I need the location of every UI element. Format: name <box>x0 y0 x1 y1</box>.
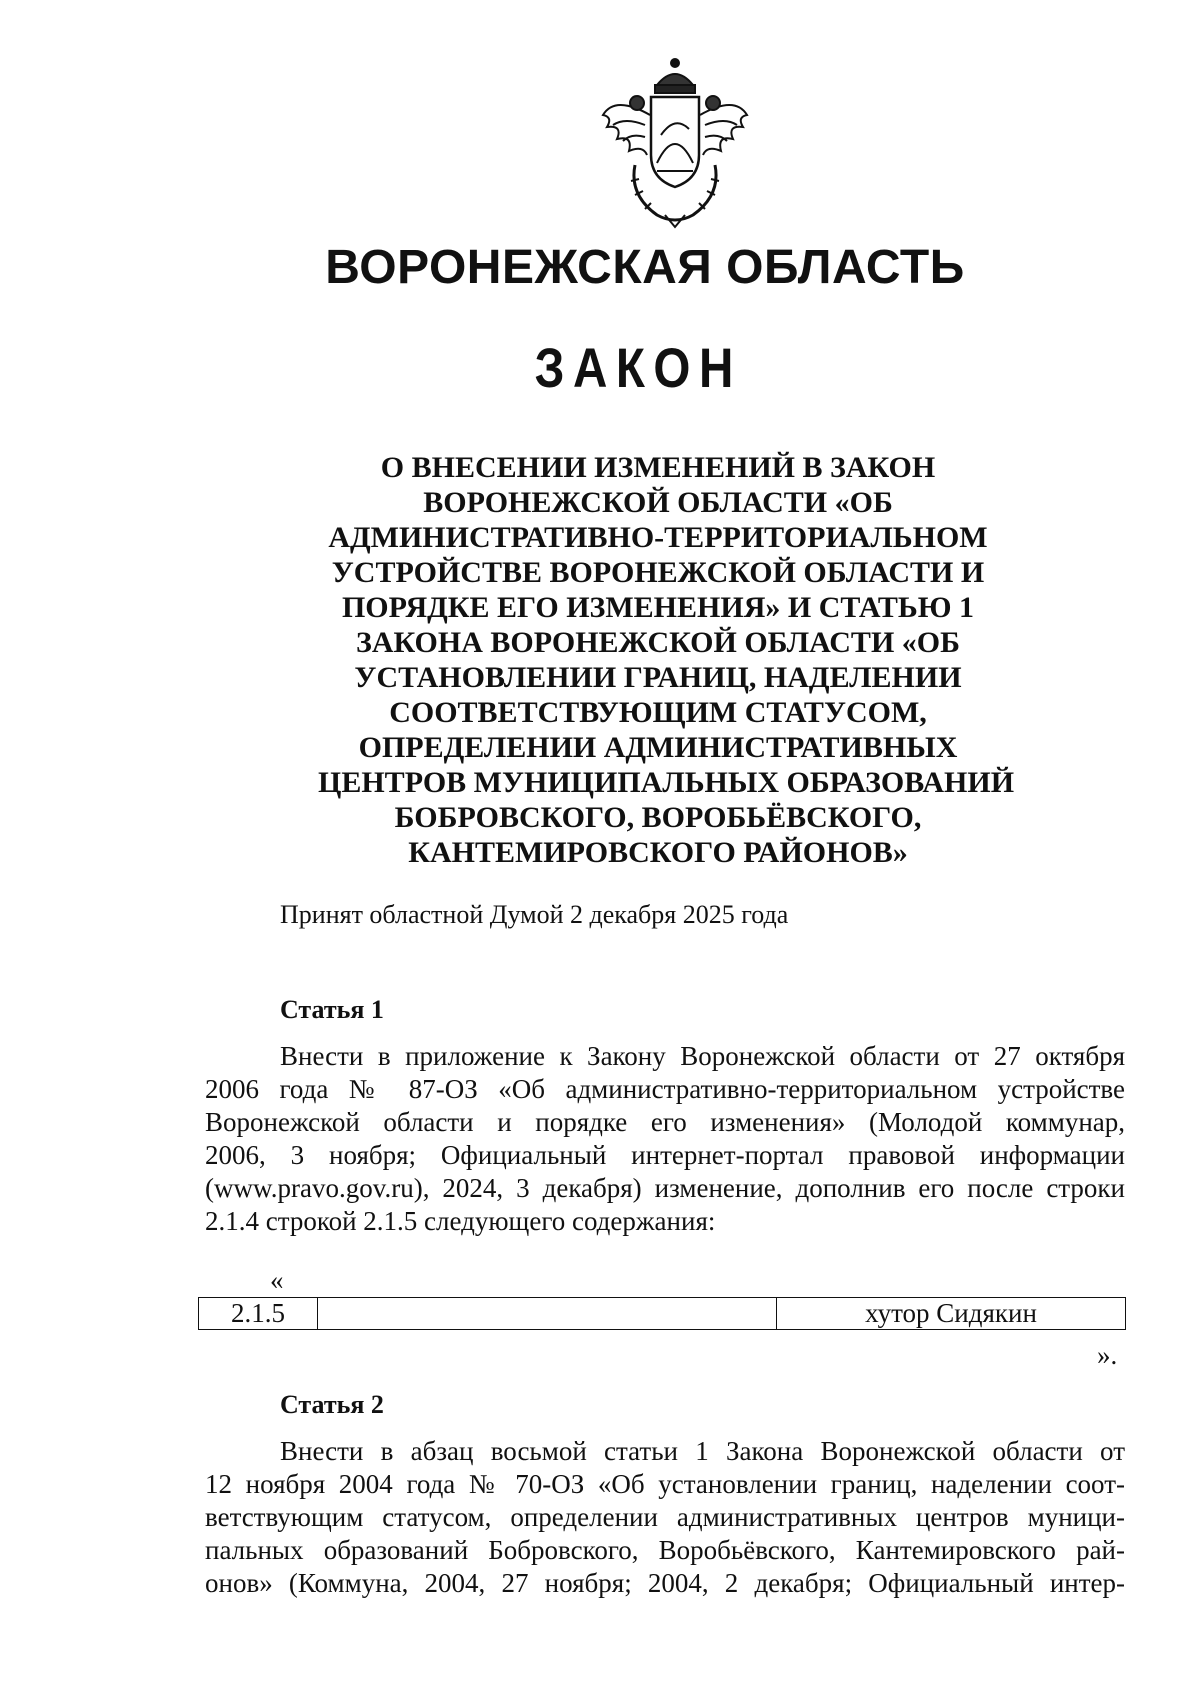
law-title-line: СООТВЕТСТВУЮЩИМ СТАТУСОМ, <box>389 696 927 729</box>
paragraph-line: 2006 года № 87-ОЗ «Об административно-территориальном устройстве <box>205 1074 1125 1104</box>
law-title-line: О ВНЕСЕНИИ ИЗМЕНЕНИЙ В ЗАКОН <box>380 451 936 484</box>
paragraph-line: 12 ноября 2004 года № 70-ОЗ «Об установлении границ, наделении соот- <box>205 1469 1125 1499</box>
coat-of-arms-emblem <box>595 55 755 235</box>
region-title: ВОРОНЕЖСКАЯ ОБЛАСТЬ <box>325 241 965 294</box>
law-title-line: УСТАНОВЛЕНИИ ГРАНИЦ, НАДЕЛЕНИИ <box>354 661 962 694</box>
article-1-heading: Статья 1 <box>280 995 384 1024</box>
article-2-heading: Статья 2 <box>280 1390 384 1419</box>
law-title-line: ЦЕНТРОВ МУНИЦИПАЛЬНЫХ ОБРАЗОВАНИЙ <box>318 766 1015 799</box>
law-title-line: УСТРОЙСТВЕ ВОРОНЕЖСКОЙ ОБЛАСТИ И <box>331 556 985 589</box>
paragraph-line: пальных образований Бобровского, Воробьёвского, Кантемировского рай- <box>205 1535 1125 1565</box>
law-title-line: АДМИНИСТРАТИВНО-ТЕРРИТОРИАЛЬНОМ <box>328 521 988 554</box>
law-title-line: ОПРЕДЕЛЕНИИ АДМИНИСТРАТИВНЫХ <box>358 731 958 764</box>
paragraph-line: Внести в приложение к Закону Воронежской области от 27 октября <box>280 1041 1125 1071</box>
paragraph-line: Внести в абзац восьмой статьи 1 Закона Воронежской области от <box>280 1436 1125 1466</box>
paragraph-line: Воронежской области и порядке его изменения» (Молодой коммунар, <box>205 1107 1125 1137</box>
article-2-text <box>205 1435 1125 1600</box>
adoption-date: Принят областной Думой 2 декабря 2025 года <box>280 900 789 929</box>
paragraph-line: (www.pravo.gov.ru), 2024, 3 декабря) изменение, дополнив его после строки <box>205 1173 1125 1203</box>
law-title-line: ВОРОНЕЖСКОЙ ОБЛАСТИ «ОБ <box>423 486 893 519</box>
paragraph-line: 2.1.4 строкой 2.1.5 следующего содержания: <box>205 1206 716 1236</box>
table-cell-empty <box>318 1298 777 1330</box>
law-title-line: БОБРОВСКОГО, ВОРОБЬЁВСКОГО, <box>394 801 922 834</box>
law-title-line: ЗАКОНА ВОРОНЕЖСКОЙ ОБЛАСТИ «ОБ <box>356 626 960 659</box>
document-type: ЗАКОН <box>534 336 742 399</box>
paragraph-line: онов» (Коммуна, 2004, 27 ноября; 2004, 2 декабря; Официальный интер- <box>205 1568 1125 1598</box>
quote-open: « <box>270 1265 284 1295</box>
paragraph-line: ветствующим статусом, определении административных центров муници- <box>205 1502 1125 1532</box>
article-1-text <box>205 1040 1125 1238</box>
table-cell-number: 2.1.5 <box>199 1298 318 1330</box>
law-title <box>318 450 1015 870</box>
amendment-table <box>198 1297 1126 1330</box>
quote-close: ». <box>1097 1340 1118 1370</box>
law-title-line: КАНТЕМИРОВСКОГО РАЙОНОВ» <box>408 836 908 869</box>
table-cell-settlement: хутор Сидякин <box>777 1298 1126 1330</box>
table-row <box>199 1298 1126 1330</box>
law-title-line: ПОРЯДКЕ ЕГО ИЗМЕНЕНИЯ» И СТАТЬЮ 1 <box>341 591 975 624</box>
paragraph-line: 2006, 3 ноября; Официальный интернет-портал правовой информации <box>205 1140 1125 1170</box>
